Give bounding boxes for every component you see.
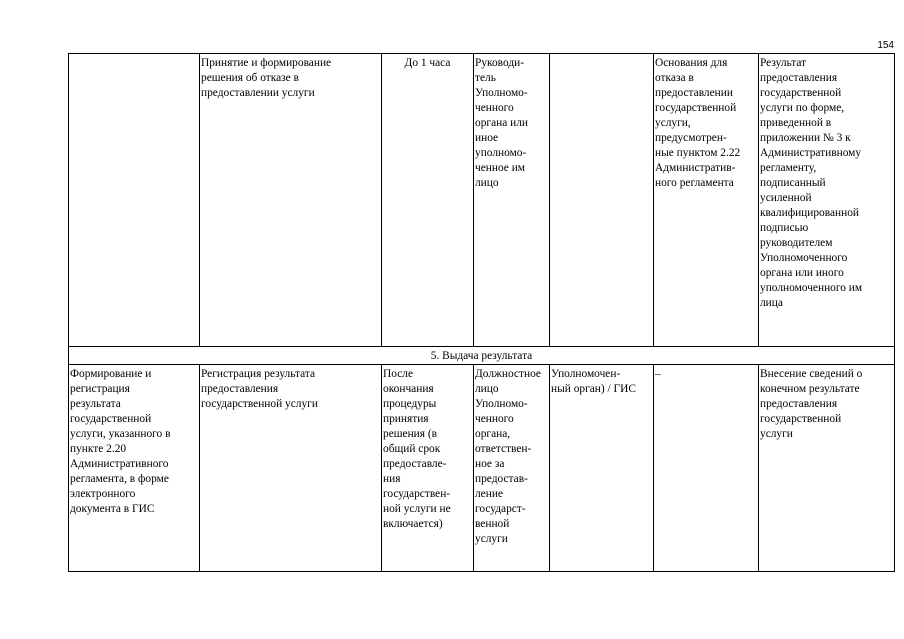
cell-text-line: процедуры [383, 398, 437, 410]
cell-text-line: государственной [760, 87, 842, 99]
cell-text-line: уполномо- [475, 147, 527, 159]
cell-text-line: регистрация [70, 383, 130, 395]
cell-text-line: предусмотрен- [655, 132, 727, 144]
cell-text-line: предоставле- [383, 458, 447, 470]
cell-text-line: предостав- [475, 473, 528, 485]
cell-basis [69, 365, 200, 572]
cell-text-line: ной услуги не [383, 503, 451, 515]
cell-text-line: Принятие и формирование [201, 57, 332, 69]
cell-text-line: Руководи- [475, 57, 525, 69]
cell-duration [382, 365, 474, 572]
cell-text-line: лицо [475, 383, 499, 395]
cell-place [550, 54, 654, 347]
cell-text-line: иное [475, 132, 499, 144]
cell-place [550, 365, 654, 572]
cell-text-line: ченное им [475, 162, 526, 174]
cell-text-line: отказа в [655, 72, 694, 84]
cell-text-line: регламенту, [760, 162, 817, 174]
cell-action [200, 54, 382, 347]
cell-text-line: квалифицированной [760, 207, 860, 219]
cell-text-line: решения об отказе в [201, 72, 299, 84]
cell-text-line: решения (в [383, 428, 438, 440]
cell-text-line: общий срок [383, 443, 441, 455]
cell-text-line: государственной [655, 102, 737, 114]
cell-responsible [474, 54, 550, 347]
cell-text-line: венной [475, 518, 510, 530]
cell-text-line: услуги по форме, [760, 102, 845, 114]
cell-text-line: ление [475, 488, 503, 500]
cell-text-line: Уполномо- [475, 87, 528, 99]
cell-text-line: окончания [383, 383, 434, 395]
cell-criteria [654, 54, 759, 347]
cell-text-line: документа в ГИС [70, 503, 155, 515]
cell-text-line: Должностное [475, 368, 541, 380]
cell-text-line: Регистрация результата [201, 368, 316, 380]
cell-text-line: ные пунктом 2.22 [655, 147, 741, 159]
cell-text-line: предоставления [760, 72, 838, 84]
cell-text-line: органа или [475, 117, 528, 129]
cell-text-line: – [655, 368, 661, 380]
section-heading: 5. Выдача результата [69, 347, 895, 365]
cell-text-line: услуги, [655, 117, 691, 129]
cell-text-line: Основания для [655, 57, 728, 69]
section-heading-row [69, 347, 895, 365]
cell-text-line: приведенной в [760, 117, 832, 129]
cell-criteria [654, 365, 759, 572]
cell-text-line: государствен- [383, 488, 451, 500]
cell-text-line: органа или иного [760, 267, 844, 279]
cell-text-line: ного регламента [655, 177, 734, 189]
cell-text-line: услуги [760, 428, 793, 440]
cell-text-line: ное за [475, 458, 505, 470]
cell-text-line: Уполномоченного [760, 252, 848, 264]
cell-text-line: лицо [475, 177, 499, 189]
cell-text-line: подписью [760, 222, 809, 234]
cell-text-line: Внесение сведений о [760, 368, 863, 380]
cell-text-line: государственной [760, 413, 842, 425]
cell-text-line: государственной [70, 413, 152, 425]
cell-text-line: усиленной [760, 192, 812, 204]
cell-text-line: тель [475, 72, 496, 84]
cell-text-line: Уполномо- [475, 398, 528, 410]
cell-action [200, 365, 382, 572]
cell-result [759, 54, 895, 347]
cell-text-line: После [383, 368, 414, 380]
cell-text-line: ния [383, 473, 401, 485]
cell-text-line: подписанный [760, 177, 826, 189]
cell-text-line: предоставлении [655, 87, 733, 99]
cell-text-line: ный орган) / ГИС [551, 383, 636, 395]
cell-text-line: Административного [70, 458, 169, 470]
cell-result [759, 365, 895, 572]
cell-text-line: предоставления [201, 383, 279, 395]
cell-text-line: ченного [475, 102, 514, 114]
cell-text-line: Формирование и [70, 368, 152, 380]
table-row-refusal [69, 54, 895, 347]
page-number: 154 [877, 40, 894, 51]
cell-text-line: ответствен- [475, 443, 532, 455]
cell-text-line: пункте 2.20 [70, 443, 127, 455]
table-row-issue [69, 365, 895, 572]
cell-text-line: результата [70, 398, 121, 410]
cell-text-line: конечном результате [760, 383, 860, 395]
cell-text-line: Уполномочен- [551, 368, 621, 380]
cell-text-line: органа, [475, 428, 511, 440]
cell-text-line: предоставления [760, 398, 838, 410]
cell-text-line: государственной услуги [201, 398, 318, 410]
cell-text-line: включается) [383, 518, 443, 530]
cell-text-line: Результат [760, 57, 807, 69]
cell-text-line: Административ- [655, 162, 736, 174]
cell-text-line: принятия [383, 413, 429, 425]
cell-text-line: Административному [760, 147, 862, 159]
cell-text-line: руководителем [760, 237, 833, 249]
cell-text-line: государст- [475, 503, 526, 515]
cell-text-line: уполномоченного им [760, 282, 863, 294]
procedure-table [68, 53, 895, 572]
cell-text-line: регламента, в форме [70, 473, 169, 485]
cell-basis [69, 54, 200, 347]
cell-text-line: лица [760, 297, 783, 309]
cell-responsible [474, 365, 550, 572]
cell-text-line: электронного [70, 488, 136, 500]
cell-duration: До 1 часа [382, 54, 474, 347]
cell-text-line: ченного [475, 413, 514, 425]
cell-text-line: предоставлении услуги [201, 87, 315, 99]
cell-text-line: приложении № 3 к [760, 132, 851, 144]
cell-text-line: услуги, указанного в [70, 428, 171, 440]
cell-text-line: услуги [475, 533, 508, 545]
